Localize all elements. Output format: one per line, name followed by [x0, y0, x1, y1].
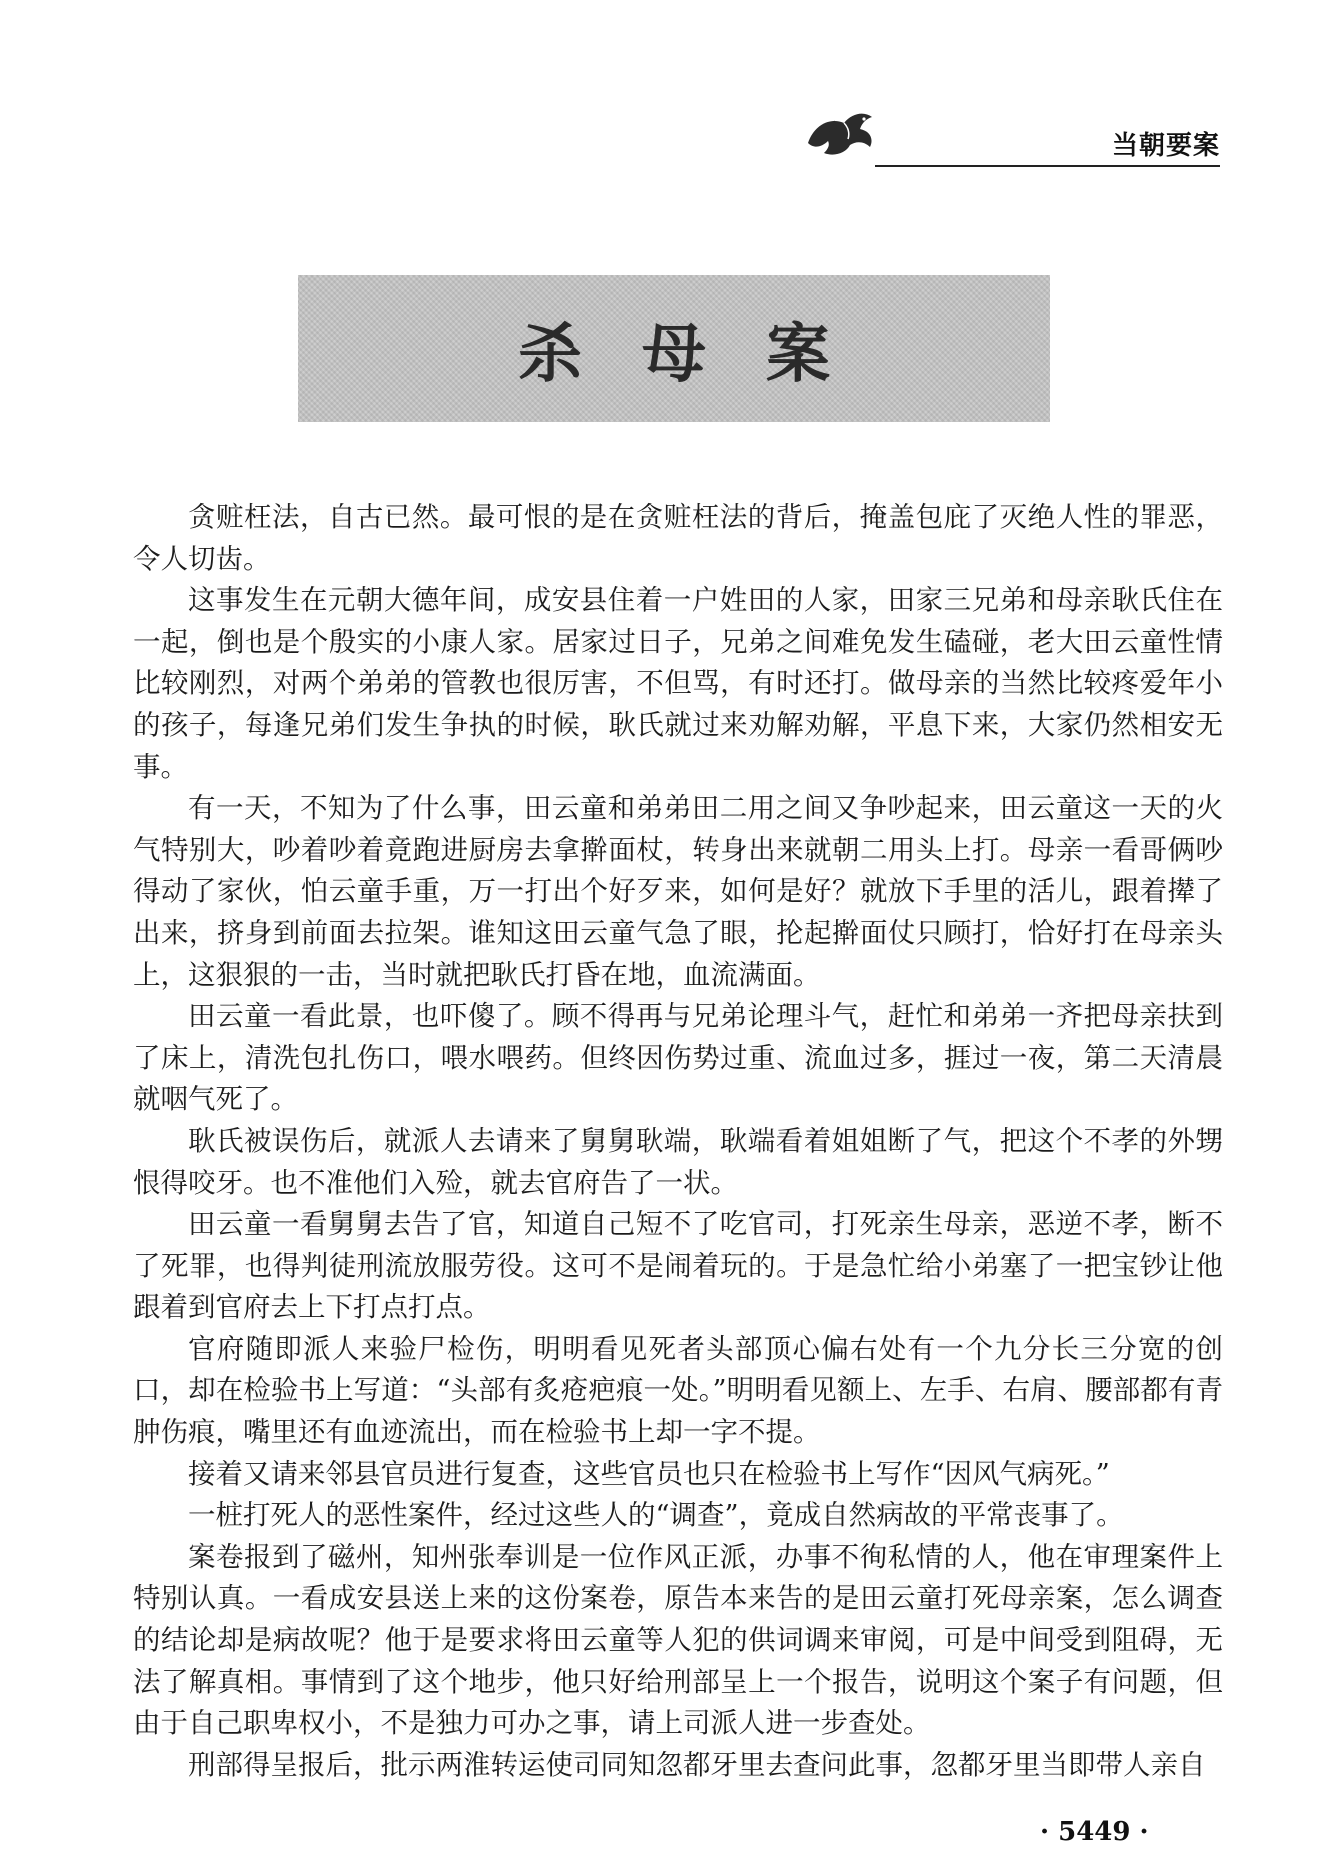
paragraph: 一桩打死人的恶性案件，经过这些人的“调查”，竟成自然病故的平常丧事了。 — [188, 1499, 1124, 1532]
paragraph: 官府随即派人来验尸检伤，明明看见死者头部顶心偏右处有一个九分长三分宽的创口，却在检验书上写道：“头部有炙疮疤痕一处。”明明看见额上、左手、右肩、腰部都有青肿伤痕，嘴里还有血迹流出，而在检验书上却一字不提。 — [133, 1332, 1223, 1449]
paragraph: 田云童一看此景，也吓傻了。顾不得再与兄弟论理斗气，赶忙和弟弟一齐把母亲扶到了床上，清洗包扎伤口，喂水喂药。但终因伤势过重、流血过多，捱过一夜，第二天清晨就咽气死了。 — [133, 1000, 1223, 1116]
paragraph: 刑部得呈报后，批示两淮转运使司同知忽都牙里去查问此事，忽都牙里当即带人亲自 — [188, 1748, 1206, 1781]
paragraph: 案卷报到了磁州，知州张奉训是一位作风正派，办事不徇私情的人，他在审理案件上特别认真。一看成安县送上来的这份案卷，原告本来告的是田云童打死母亲案，怎么调查的结论却是病故呢？他于是要求将田云童等人犯的供词调来审阅，可是中间受到阻碍，无法了解真相。事情到了这个地步，他只好给刑部呈上一个报告，说明这个案子有问题，但由于自己职卑权小，不是独力可办之事，请上司派人进一步查处。 — [133, 1540, 1223, 1740]
article-body — [133, 497, 1223, 1786]
paragraph: 耿氏被误伤后，就派人去请来了舅舅耿端，耿端看着姐姐断了气，把这个不孝的外甥恨得咬牙。也不准他们入殓，就去官府告了一状。 — [133, 1124, 1223, 1199]
section-title: 当朝要案 — [1111, 131, 1220, 161]
paragraph: 田云童一看舅舅去告了官，知道自己短不了吃官司，打死亲生母亲，恶逆不孝，断不了死罪，也得判徒刑流放服劳役。这可不是闹着玩的。于是急忙给小弟塞了一把宝钞让他跟着到官府去上下打点打点。 — [133, 1208, 1223, 1324]
paragraph: 有一天，不知为了什么事，田云童和弟弟田二用之间又争吵起来，田云童这一天的火气特别大，吵着吵着竟跑进厨房去拿擀面杖，转身出来就朝二用头上打。母亲一看哥俩吵得动了家伙，怕云童手重，万一打出个好歹来，如何是好？就放下手里的活儿，跟着撵了出来，挤身到前面去拉架。谁知这田云童气急了眼，抡起擀面仗只顾打，恰好打在母亲头上，这狠狠的一击，当时就把耿氏打昏在地，血流满面。 — [133, 792, 1223, 991]
article-title: 杀母案 — [518, 316, 890, 392]
paragraph: 这事发生在元朝大德年间，成安县住着一户姓田的人家，田家三兄弟和母亲耿氏住在一起，倒也是个殷实的小康人家。居家过日子，兄弟之间难免发生磕碰，老大田云童性情比较刚烈，对两个弟弟的管教也很厉害，不但骂，有时还打。做母亲的当然比较疼爱年小的孩子，每逢兄弟们发生争执的时候，耿氏就过来劝解劝解，平息下来，大家仍然相安无事。 — [133, 584, 1223, 783]
page-number: · 5449 · — [1040, 1817, 1149, 1847]
header-divider — [875, 165, 1220, 167]
title-banner — [298, 275, 1050, 422]
page-header — [790, 95, 1220, 170]
dragon-emblem-icon — [800, 103, 880, 163]
paragraph: 贪赃枉法，自古已然。最可恨的是在贪赃枉法的背后，掩盖包庇了灭绝人性的罪恶，令人切齿。 — [133, 501, 1223, 575]
paragraph: 接着又请来邻县官员进行复查，这些官员也只在检验书上写作“因风气病死。” — [188, 1457, 1110, 1490]
